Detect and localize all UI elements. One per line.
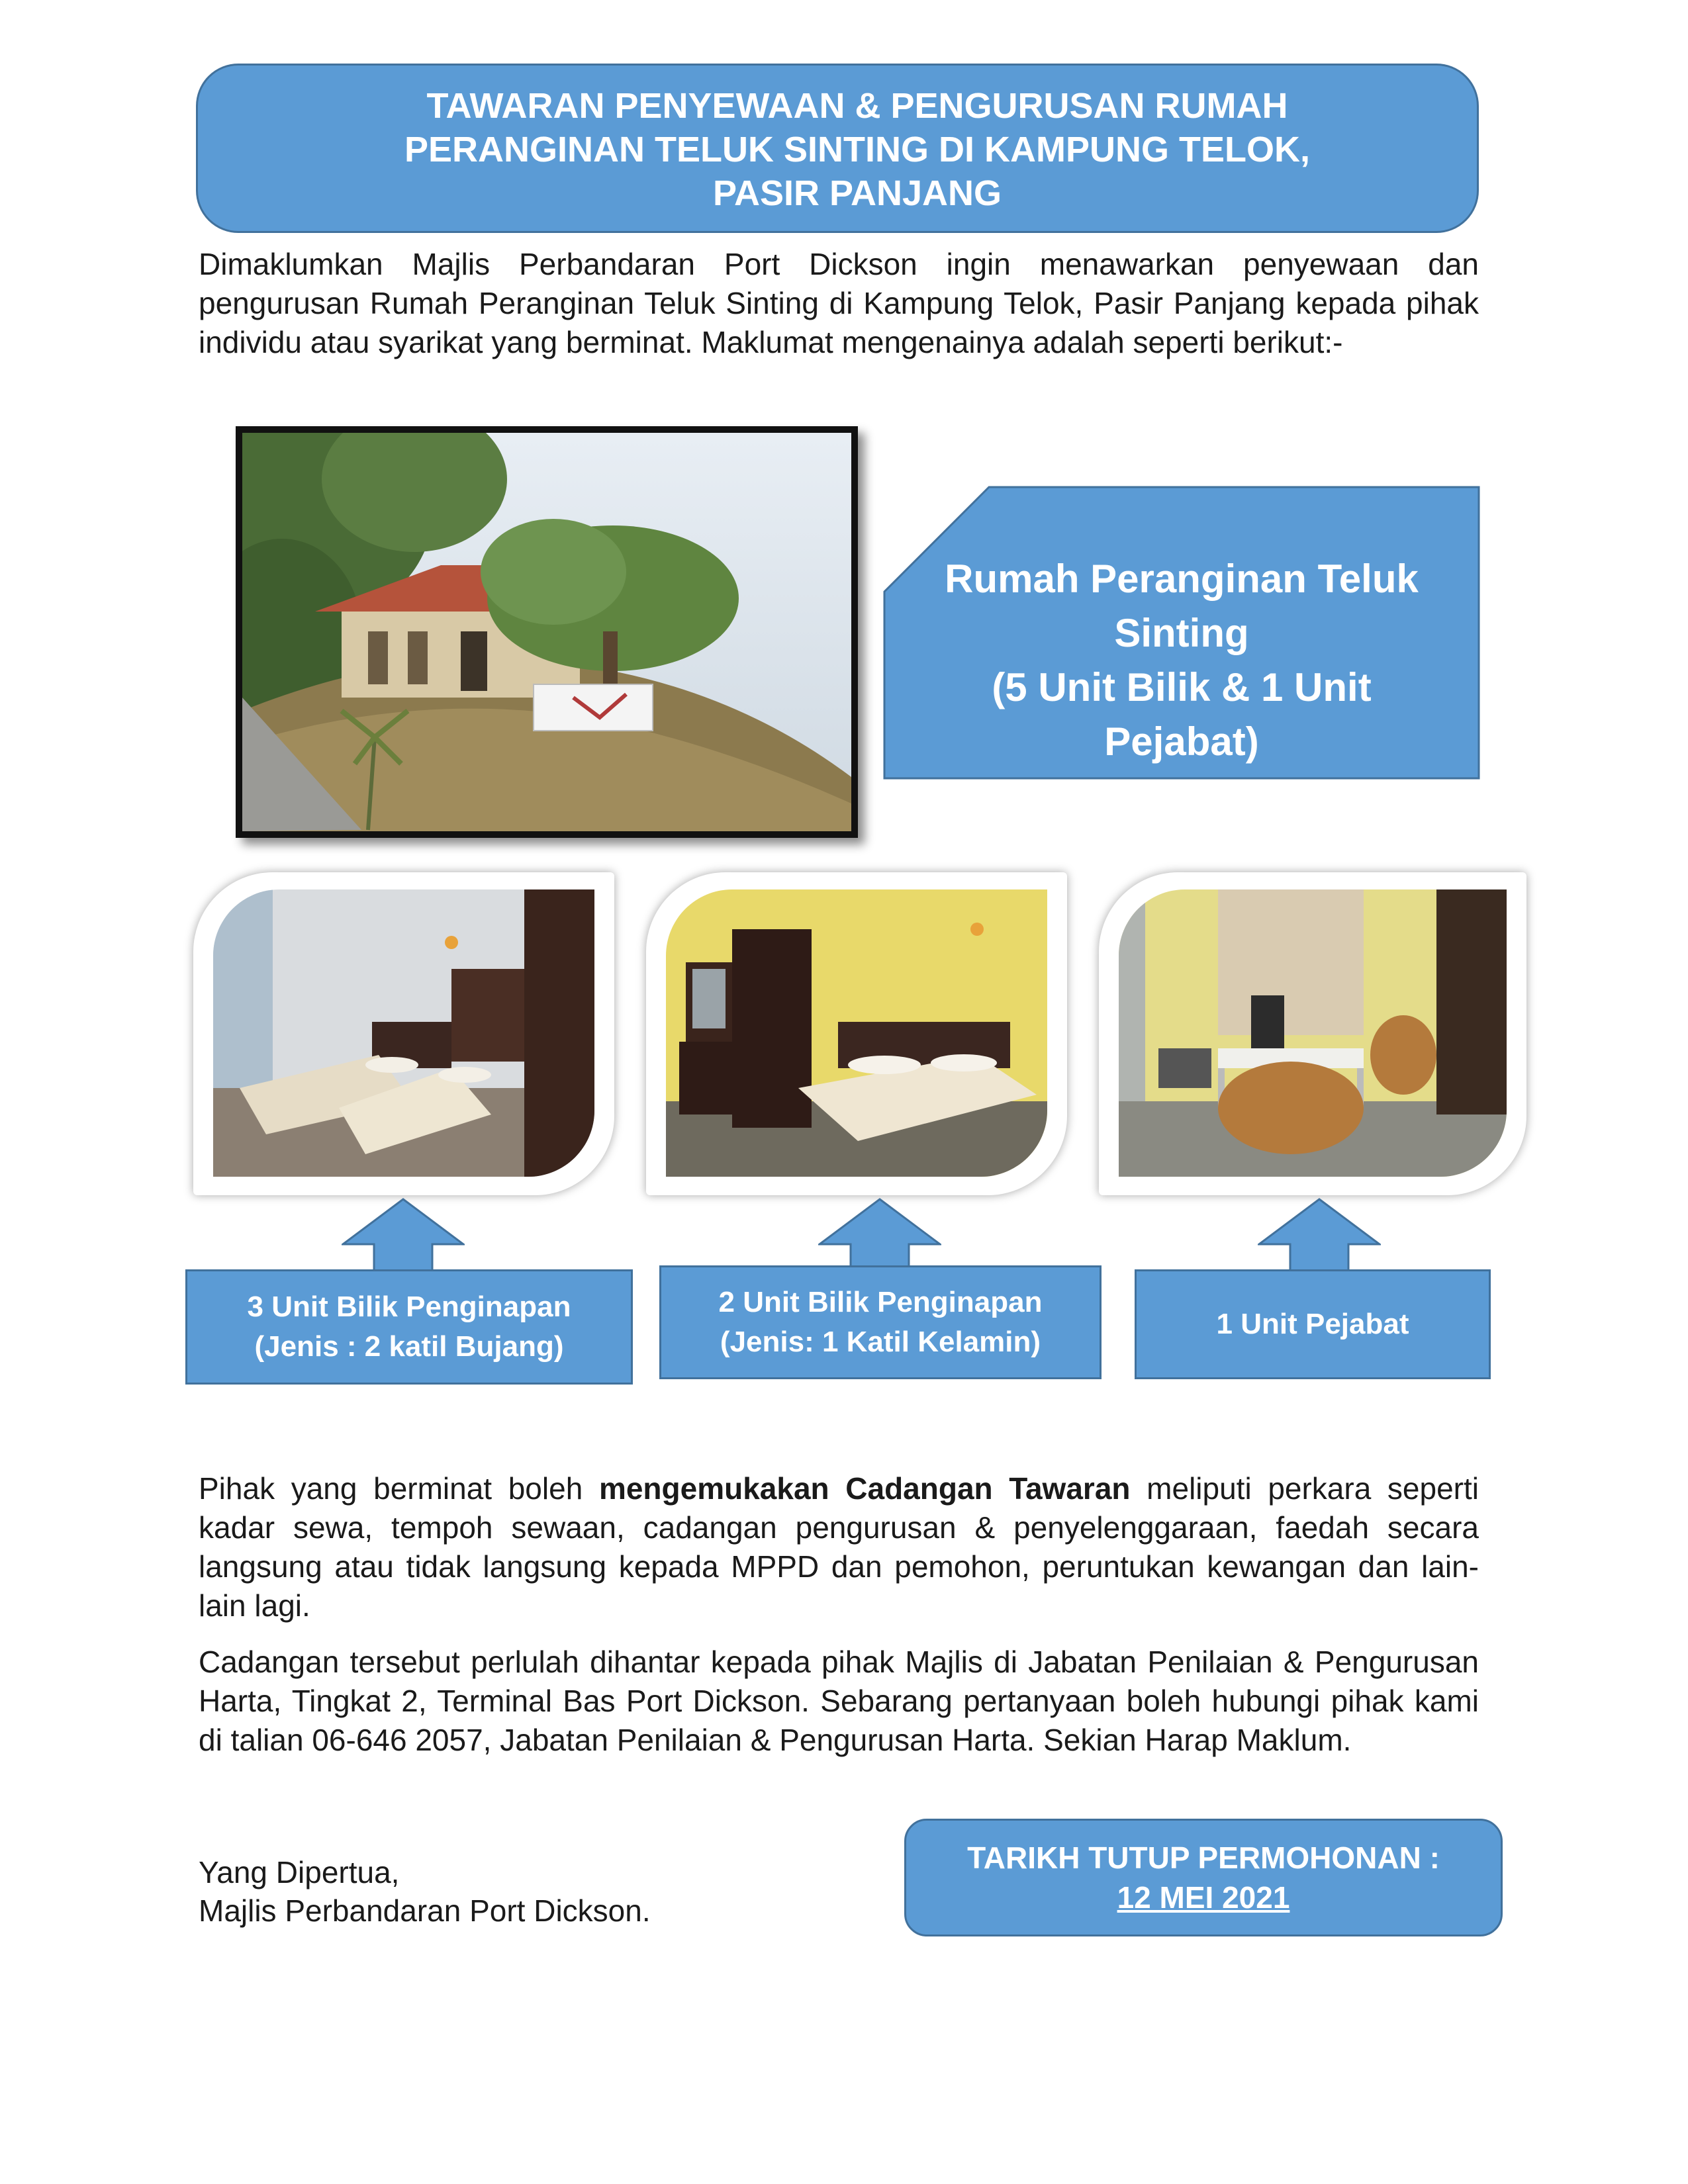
- signature-line-2: Majlis Perbandaran Port Dickson.: [199, 1893, 651, 1928]
- double-bed-label-line-1: 2 Unit Bilik Penginapan: [718, 1286, 1043, 1318]
- resthouse-callout: [883, 486, 1480, 780]
- arrow-up-icon: [342, 1198, 465, 1275]
- single-bed-room-label: [185, 1269, 633, 1385]
- single-bed-label-line-2: (Jenis : 2 katil Bujang): [254, 1330, 564, 1363]
- body-1-post: meliputi perkara seperti kadar sewa, tempoh sewaan, cadangan pengurusan & penyelenggaraan, faedah secara langsung atau tidak langsung kepada MPPD dan pemohon, peruntukan kewangan dan lain-lain lagi.: [199, 1471, 1479, 1623]
- office-label: [1135, 1269, 1491, 1379]
- callout-line-1: Rumah Peranginan Teluk: [945, 557, 1419, 601]
- body-paragraph-1: [199, 1469, 1479, 1625]
- arrow-up-icon: [1258, 1198, 1381, 1275]
- deadline-label: TARIKH TUTUP PERMOHONAN :: [967, 1841, 1440, 1875]
- office-photo: [1099, 872, 1526, 1195]
- double-bed-illustration: [666, 889, 1047, 1177]
- title-banner: [196, 64, 1479, 233]
- title-line-1: TAWARAN PENYEWAAN & PENGURUSAN RUMAH: [426, 86, 1288, 126]
- double-bed-room-label: [659, 1265, 1102, 1379]
- single-bed-illustration: [213, 889, 594, 1177]
- body-paragraph-2: Cadangan tersebut perlulah dihantar kepada pihak Majlis di Jabatan Penilaian & Pengurusan Harta, Tingkat 2, Terminal Bas Port Dickson. Sebarang pertanyaan boleh hubungi pihak kami di talian 06-646 2057, Jabatan Penilaian & Pengurusan Harta. Sekian Harap Maklum.: [199, 1645, 1479, 1757]
- deadline-date: 12 MEI 2021: [1117, 1880, 1290, 1915]
- deadline-box: [904, 1819, 1503, 1936]
- body-1-bold: mengemukakan Cadangan Tawaran: [598, 1471, 1131, 1506]
- double-bed-room-photo: [646, 872, 1067, 1195]
- resthouse-photo: [236, 426, 858, 838]
- arrow-up-icon: [818, 1198, 941, 1275]
- single-bed-label-line-1: 3 Unit Bilik Penginapan: [247, 1291, 571, 1323]
- callout-line-3: (5 Unit Bilik & 1 Unit: [992, 665, 1372, 709]
- double-bed-label-line-2: (Jenis: 1 Katil Kelamin): [720, 1326, 1041, 1358]
- single-bed-room-photo: [193, 872, 614, 1195]
- signature-line-1: Yang Dipertua,: [199, 1855, 400, 1889]
- body-1-pre: Pihak yang berminat boleh: [199, 1471, 599, 1506]
- office-illustration: [1119, 889, 1507, 1177]
- signature: [199, 1853, 651, 1930]
- intro-paragraph: Dimaklumkan Majlis Perbandaran Port Dickson ingin menawarkan penyewaan dan pengurusan Rumah Peranginan Teluk Sinting di Kampung Telok, Pasir Panjang kepada pihak individu atau syarikat yang berminat. Maklumat mengenainya adalah seperti berikut:-: [199, 247, 1479, 359]
- callout-line-2: Sinting: [1114, 611, 1249, 655]
- office-label-line-1: 1 Unit Pejabat: [1216, 1308, 1409, 1340]
- resthouse-illustration: [242, 433, 851, 831]
- title-line-2: PERANGINAN TELUK SINTING DI KAMPUNG TELOK,: [404, 130, 1310, 169]
- title-line-3: PASIR PANJANG: [712, 173, 1002, 213]
- callout-line-4: Pejabat): [1104, 719, 1259, 764]
